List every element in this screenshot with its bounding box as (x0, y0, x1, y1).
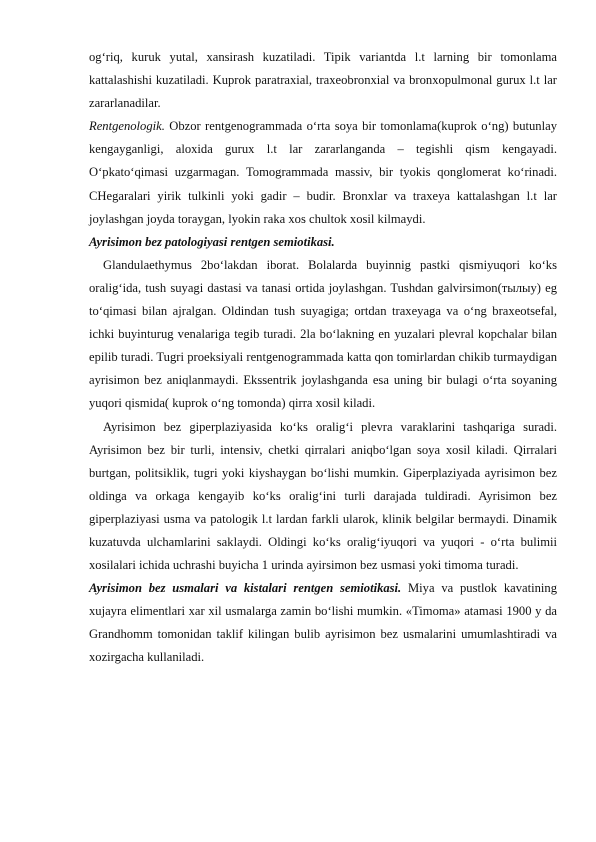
paragraph-symptoms: og‘riq, kuruk yutal, xansirash kuzatiladi. Tipik variantda l.t larning bir tomonlama kattalashishi kuzatiladi. Kuprok paratraxial, traxeobronxial va bronxopulmonal gurux l.t lar zararlanadilar. (89, 50, 557, 111)
paragraph-glandula-thymus: Glandulaethymus 2bo‘lakdan iborat. Bolalarda buyinnig pastki qismiyuqori ko‘ks oralig‘ida, tush suyagi dastasi va tanasi ortida joylashgan. Tushdan galvirsimon(тылыу) eg to‘qimasi bilan ajralgan. Oldindan tush suyagiga; ortdan traxeyaga va o‘ng braxeotsefal, ichki buyinturug venalariga tegib turadi. 2la bo‘lakning en yuzalari plevral kopchalar bilan epilib turadi. Tugri proeksiyali rentgenogrammada katta qon tomirlardan chikib turmaydigan ayrisimon bez aniqlanmaydi. Ekssentrik joylashganda esa uning bir bulagi o‘rta soyaning yuqori qismida( kuprok o‘ng tomonda) qirra xosil kiladi. (89, 257, 557, 411)
section-heading-thymus-pathology: Ayrisimon bez patologiyasi rentgen semiotikasi. (89, 234, 335, 249)
paragraph-hyperplasia: Ayrisimon bez giperplaziyasida ko‘ks oralig‘i plevra varaklarini tashqariga suradi. Ayrisimon bez bir turli, intensiv, chetki qirralari aniqbo‘lgan soya xosil kiladi. Qirralari burtgan, politsiklik, tugri yoki kiyshaygan bo‘lishi mumkin. Giperplaziyada ayrisimon bez oldinga va orkaga kengayib ko‘ks oralig‘ini turli darajada tuldiradi. Ayrisimon bez giperplaziyasi usma va patologik l.t lardan farkli ularok, klinik belgilar bermaydi. Dinamik kuzatuvda ulchamlarini saklaydi. Oldingi ko‘ks oralig‘iyuqori va yuqori - o‘rta bulimii xosilalari ichida uchrashi buyicha 1 urinda ayirsimon bez usmasi yoki timoma turadi. (89, 419, 557, 573)
rentgenologik-lead: Rentgenologik. (89, 119, 165, 134)
paragraph-rentgenologik (89, 115, 557, 230)
document-page (89, 46, 557, 670)
tumors-cysts-lead: Ayrisimon bez usmalari va kistalari rentgen semiotikasi. (89, 581, 402, 596)
tumors-cysts-text: Miya va pustlok kavatining xujayra elimentlari xar xil usmalarga zamin bo‘lishi mumkin. «Timoma» atamasi 1900 y da Grandhomm tomonidan taklif kilingan bulib ayrisimon bez usmalarini umumlashtiradi va xozirgacha kullaniladi. (89, 581, 557, 665)
paragraph-tumors-cysts (89, 577, 557, 669)
rentgenologik-text: Obzor rentgenogrammada o‘rta soya bir tomonlama(kuprok o‘ng) butunlay kengayganligi, aloxida gurux l.t lar zararlanganda – tegishli qism kengayadi. O‘pkato‘qimasi uzgarmagan. Tomogrammada massiv, bir tyokis qonglomerat ko‘rinadi. CHegaralari yirik tulkinli yoki gadir – budir. Bronxlar va traxeya kattalashgan l.t lar joylashgan joyda toraygan, lyokin raka xos chultok xosil kilmaydi. (89, 119, 557, 226)
